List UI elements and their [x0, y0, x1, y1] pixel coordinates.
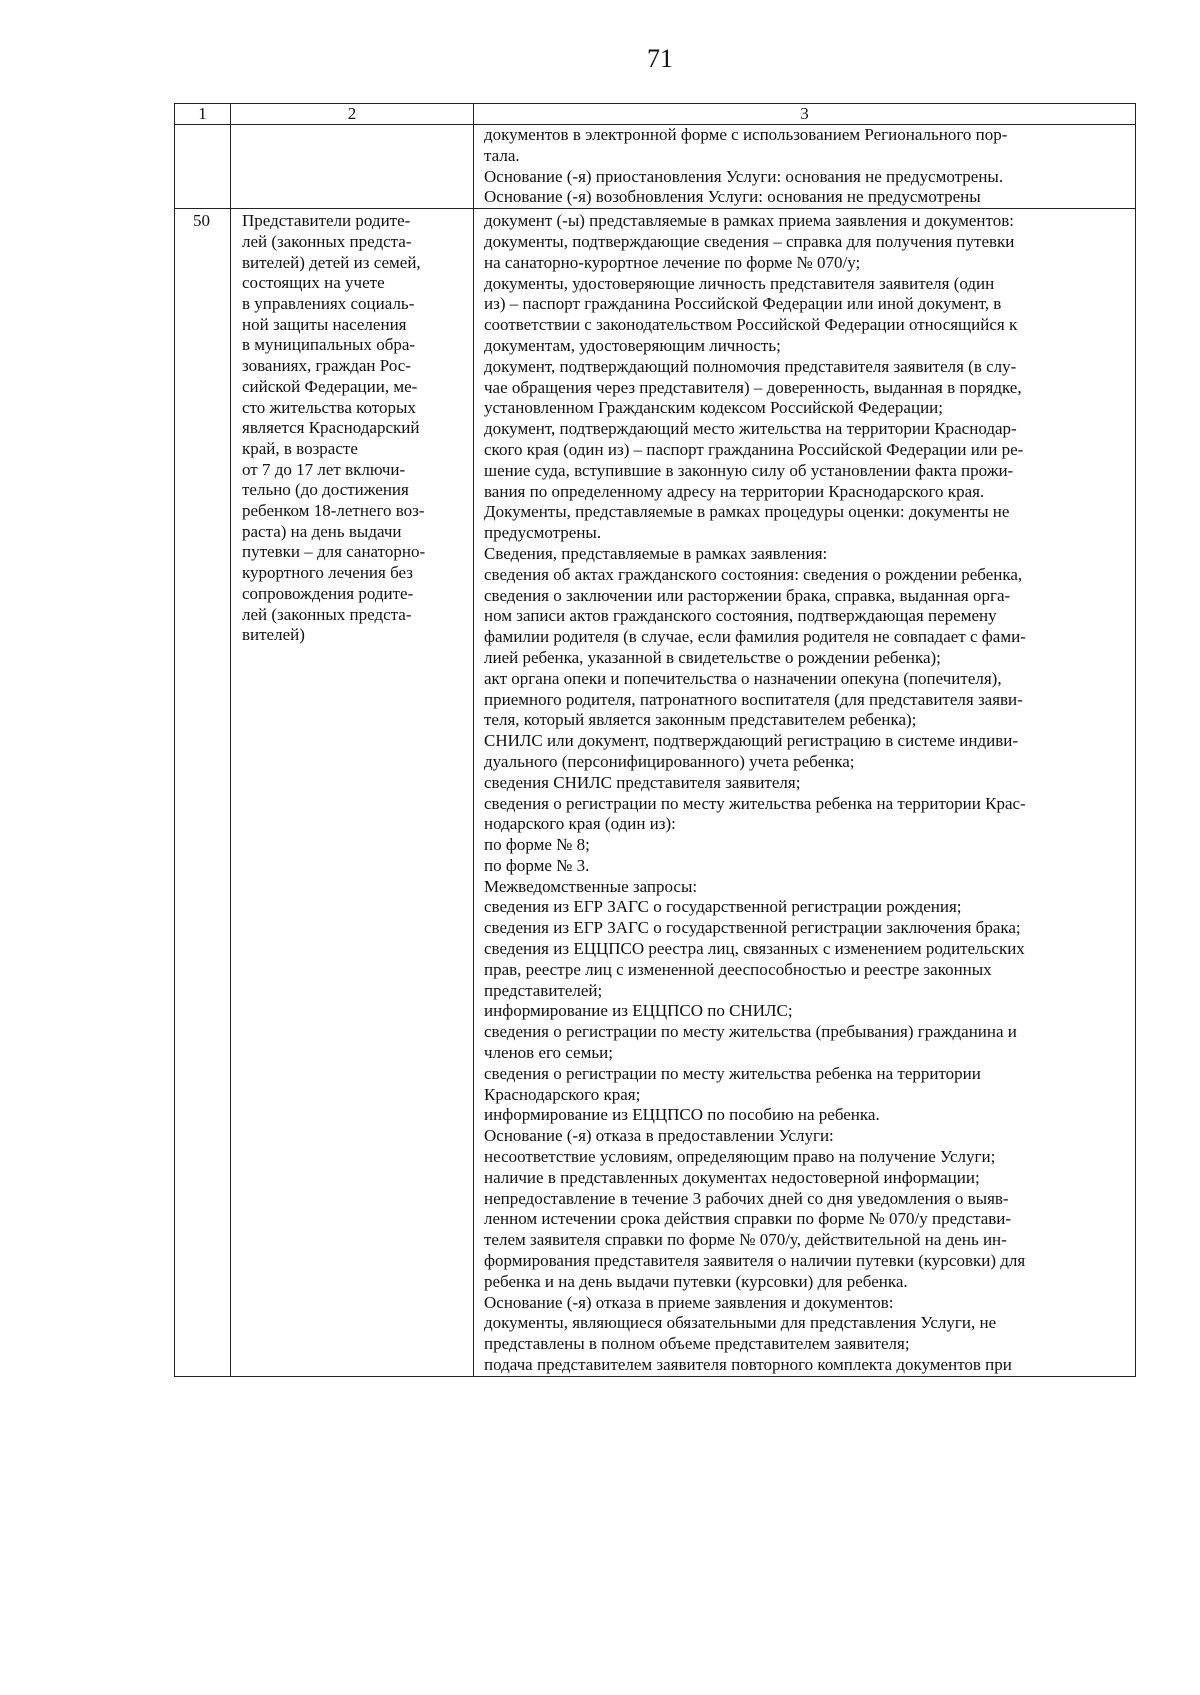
- category-line: край, в возрасте: [242, 438, 358, 458]
- text-line: тала.: [484, 145, 520, 165]
- text-line: сведения о регистрации по месту жительства (пребывания) гражданина и: [484, 1022, 1017, 1042]
- text-line: сведения из ЕЦЦПСО реестра лиц, связанных с изменением родительских: [484, 939, 1025, 959]
- category-line: в муниципальных обра-: [242, 335, 416, 355]
- text-line: фамилии родителя (в случае, если фамилия родителя не совпадает с фами-: [484, 627, 1026, 647]
- text-line: информирование из ЕЦЦПСО по пособию на ребенка.: [484, 1105, 880, 1125]
- category-cell: [231, 209, 474, 1377]
- text-line: Документы, представляемые в рамках процедуры оценки: документы не: [484, 502, 1010, 522]
- category-line: является Краснодарский: [242, 418, 420, 438]
- category-line: раста) на день выдачи: [242, 521, 402, 541]
- text-line: на санаторно-курортное лечение по форме № 070/у;: [484, 252, 861, 272]
- description-cell: [474, 125, 1136, 209]
- text-line: шение суда, вступившие в законную силу об установлении факта прожи-: [484, 460, 1014, 480]
- text-line: нодарского края (один из):: [484, 814, 676, 834]
- category-line: тельно (до достижения: [242, 480, 409, 500]
- text-line: Краснодарского края;: [484, 1084, 641, 1104]
- services-table: [174, 103, 1136, 1377]
- category-line: лей (законных предста-: [242, 231, 412, 251]
- category-line: сто жительства которых: [242, 397, 416, 417]
- text-line: акт органа опеки и попечительства о назначении опекуна (попечителя),: [484, 668, 1002, 688]
- text-line: предусмотрены.: [484, 523, 602, 543]
- text-line: ребенка и на день выдачи путевки (курсовки) для ребенка.: [484, 1271, 908, 1291]
- text-line: по форме № 8;: [484, 835, 590, 855]
- text-line: документ (-ы) представляемые в рамках приема заявления и документов:: [484, 211, 1014, 231]
- text-line: лией ребенка, указанной в свидетельстве о рождении ребенка);: [484, 647, 941, 667]
- category-line: зованиях, граждан Рос-: [242, 356, 411, 376]
- text-line: установленном Гражданским кодексом Российской Федерации;: [484, 398, 943, 418]
- text-line: несоответствие условиям, определяющим право на получение Услуги;: [484, 1147, 996, 1167]
- text-line: членов его семьи;: [484, 1043, 613, 1063]
- category-line: Представители родите-: [242, 211, 411, 231]
- category-line: в управлениях социаль-: [242, 294, 415, 313]
- text-line: ского края (один из) – паспорт гражданина Российской Федерации или ре-: [484, 439, 1024, 459]
- column-header-2: 2: [231, 104, 474, 125]
- text-line: вания по определенному адресу на территории Краснодарского края.: [484, 481, 985, 501]
- text-line: документам, удостоверяющим личность;: [484, 335, 781, 355]
- category-line: вителей): [242, 625, 305, 645]
- table-row-50: [175, 209, 1136, 1377]
- text-line: приемного родителя, патронатного воспитателя (для представителя заяви-: [484, 689, 1023, 709]
- text-line: документы, подтверждающие сведения – справка для получения путевки: [484, 231, 1015, 251]
- text-line: Основание (-я) отказа в предоставлении Услуги:: [484, 1126, 834, 1146]
- text-line: из) – паспорт гражданина Российской Федерации или иной документ, в: [484, 294, 1002, 314]
- category-line: ной защиты населения: [242, 314, 407, 334]
- text-line: по форме № 3.: [484, 855, 590, 875]
- category-line: курортного лечения без: [242, 563, 413, 583]
- row-number-cell: 50: [175, 209, 231, 1377]
- text-line: документы, являющиеся обязательными для представления Услуги, не: [484, 1313, 997, 1333]
- text-line: дуального (персонифицированного) учета ребенка;: [484, 751, 855, 771]
- page-number: 71: [647, 44, 673, 73]
- text-line: документы, удостоверяющие личность представителя заявителя (один: [484, 273, 995, 293]
- text-line: сведения о регистрации по месту жительства ребенка на территории: [484, 1063, 981, 1083]
- description-cell: [474, 209, 1136, 1377]
- column-header-3: 3: [474, 104, 1136, 125]
- text-line: документов в электронной форме с использованием Регионального пор-: [484, 125, 1008, 144]
- category-line: путевки – для санаторно-: [242, 542, 426, 562]
- text-line: сведения СНИЛС представителя заявителя;: [484, 772, 801, 792]
- column-header-1: 1: [175, 104, 231, 125]
- text-line: документ, подтверждающий место жительства на территории Краснодар-: [484, 419, 1017, 439]
- text-line: документ, подтверждающий полномочия представителя заявителя (в слу-: [484, 356, 1017, 376]
- table-row-continued: [175, 125, 1136, 209]
- text-line: сведения об актах гражданского состояния: сведения о рождении ребенка,: [484, 564, 1023, 584]
- category-line: состоящих на учете: [242, 273, 385, 293]
- text-line: соответствии с законодательством Российской Федерации относящийся к: [484, 315, 1018, 335]
- category-line: ребенком 18-летнего воз-: [242, 501, 425, 521]
- text-line: телем заявителя справки по форме № 070/у, действительной на день ин-: [484, 1230, 1007, 1250]
- text-line: СНИЛС или документ, подтверждающий регистрацию в системе индиви-: [484, 731, 1018, 751]
- text-line: Основание (-я) возобновления Услуги: основания не предусмотрены: [484, 187, 981, 207]
- text-line: прав, реестре лиц с измененной дееспособностью и реестре законных: [484, 959, 992, 979]
- category-line: от 7 до 17 лет включи-: [242, 459, 406, 479]
- text-line: наличие в представленных документах недостоверной информации;: [484, 1167, 980, 1187]
- text-line: ленном истечении срока действия справки по форме № 070/у представи-: [484, 1209, 1012, 1229]
- text-line: Основание (-я) приостановления Услуги: основания не предусмотрены.: [484, 166, 1004, 186]
- text-line: ном записи актов гражданского состояния, подтверждающая перемену: [484, 606, 997, 626]
- text-line: Основание (-я) отказа в приеме заявления и документов:: [484, 1292, 894, 1312]
- category-cell: [231, 125, 474, 209]
- category-line: сопровождения родите-: [242, 583, 414, 603]
- text-line: подача представителем заявителя повторного комплекта документов при: [484, 1355, 1012, 1375]
- text-line: теля, который является законным представителем ребенка);: [484, 710, 917, 730]
- text-line: непредоставление в течение 3 рабочих дней со дня уведомления о выяв-: [484, 1188, 1009, 1208]
- text-line: сведения из ЕГР ЗАГС о государственной регистрации заключения брака;: [484, 918, 1021, 938]
- category-line: сийской Федерации, ме-: [242, 376, 418, 396]
- category-line: вителей) детей из семей,: [242, 252, 421, 272]
- text-line: представителей;: [484, 980, 603, 1000]
- text-line: сведения о заключении или расторжении брака, справка, выданная орга-: [484, 585, 1011, 605]
- text-line: Межведомственные запросы:: [484, 876, 698, 896]
- text-line: сведения о регистрации по месту жительства ребенка на территории Крас-: [484, 793, 1026, 813]
- row-number-cell: [175, 125, 231, 209]
- text-line: представлены в полном объеме представителем заявителя;: [484, 1334, 910, 1354]
- text-line: Сведения, представляемые в рамках заявления:: [484, 543, 828, 563]
- text-line: сведения из ЕГР ЗАГС о государственной регистрации рождения;: [484, 897, 962, 917]
- table-header-row: [175, 104, 1136, 125]
- text-line: информирование из ЕЦЦПСО по СНИЛС;: [484, 1001, 793, 1021]
- category-line: лей (законных предста-: [242, 604, 412, 624]
- text-line: чае обращения через представителя) – доверенность, выданная в порядке,: [484, 377, 1022, 397]
- text-line: формирования представителя заявителя о наличии путевки (курсовки) для: [484, 1251, 1026, 1271]
